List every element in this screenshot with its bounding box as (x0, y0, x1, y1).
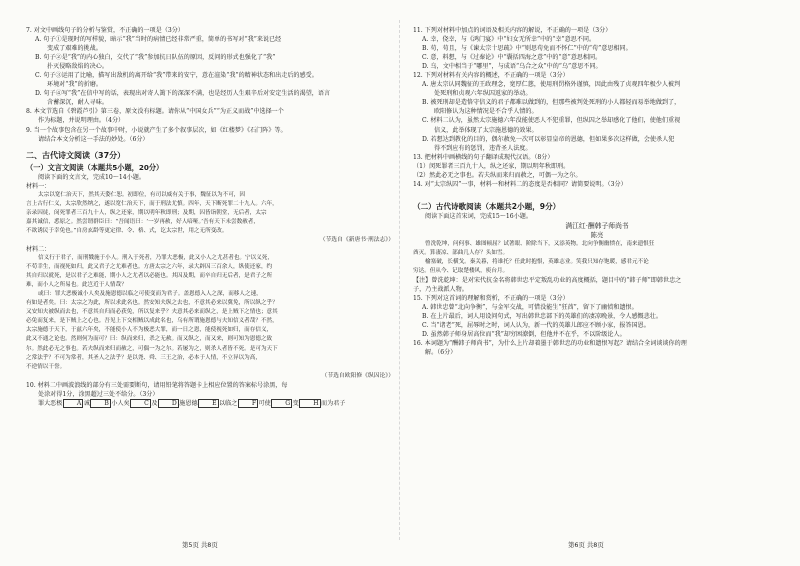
question-7 (26, 26, 394, 107)
m1-line: 嘉其诚信，悉原之。然尝谓群臣曰：“吾闻语曰：‘一岁再赦，好人喑哑。’吾有天下未尝数赦者， (26, 218, 259, 225)
question-11 (413, 26, 781, 71)
m1-line: 不欲诱民于幸免也。”自房玄龄等更定律、令、格、式，讫太宗世，用之无所变改。 (26, 227, 228, 234)
m2-line: 太宗施德于天下，于兹六年矣，不能使小人不为极恶大罪，而一日之恩，能使视死如归，而存信义， (26, 327, 273, 334)
q10-box[interactable]: F (238, 399, 258, 408)
left-page-number: 第5页 共8页 (182, 541, 218, 549)
q11-option-d: D. 乌，文中相当于“哪里”，与成语“乌合之众”中的“乌”意思不同。 (422, 63, 602, 71)
q9-line-2: 请结合本文分析这一手法的妙处。（6分） (38, 135, 149, 143)
right-page-number: 第6页 共8页 (568, 541, 604, 549)
q7-option-a: A. 句子①是现时的写样貌，暗示“我”当时的病情已经非常严重，简单的书写对“我”来说已经 (35, 36, 282, 44)
q15-option-d: D. 虽然韩子师身居高位而“我”却穷困潦倒，但他并不在乎，不以阶级论人。 (422, 331, 626, 339)
q10-segment: 以临之 (219, 399, 238, 407)
q10-segment: 罪大恶极 (38, 399, 63, 407)
q8-line-2: 作为标题，并说明理由。（4分） (38, 117, 125, 125)
q10-segment: 施恩德 (179, 399, 198, 407)
poem-line: 榆塞破，长横戈。秦关暮，将谁托？任此时抱恨，英雄志业。笑我只知存饱暖，感君元不论 (425, 258, 649, 265)
right-page (413, 26, 781, 358)
poem-line: 穷达。但从今、记取楚楼风，庾台月。 (413, 268, 509, 275)
material-2-source: （节选自欧阳修《纵囚论》） (321, 372, 394, 379)
question-8 (26, 107, 394, 125)
q12-option-b-cont: 欧阳修认为这种情况是不合乎人情的。 (434, 108, 538, 116)
m2-line: 之常法乎？不可为常者，其圣人之法乎？是以尧、舜、三王之治，必本于人情，不立异以为高， (26, 354, 261, 361)
q7-option-c: C. 句子③运用了比喻，描写出敌机的离开给“我”带来的安宁，意在渲染“我”的精神状态和出走后的感受。 (35, 72, 318, 80)
q11-option-a: A. 幸，侥幸，与《鸿门宴》中“妇女无所幸”中的“幸”意思不同。 (422, 36, 596, 44)
m2-line: 尔。然此必无之事也。若夫纵而来归而赦之，可偶一为之尔。若屡为之，则杀人者皆不死。是可为天下 (26, 345, 278, 352)
q7-option-d-cont: 含蓄深沉，耐人寻味。 (47, 99, 108, 107)
section-2-heading: 二、古代诗文阅读（37分） (26, 150, 126, 160)
q10-segment: 诚 (83, 399, 90, 407)
q7-option-b: B. 句子②是“我”的内心独白，交代了“我”参加抗日队伍的原因，反问的形式也强化了“我” (35, 54, 276, 62)
reading-instruction: 阅读下面的文言文，完成10～14小题。 (38, 173, 145, 181)
q10-line-1: 10. 材料二中画波浪线的部分有三处需要断句，请用铅笔将答题卡上相应位置的答案标号涂黑，每 (26, 381, 288, 389)
poem-title: 满江红·酬韩子师尚书 (565, 221, 629, 230)
q9-line-1: 9. 当一个故事包含在另一个故事中时，小说就产生了多个叙事层次，如《红楼梦》《石门阵》等。 (26, 126, 287, 134)
question-9 (26, 126, 394, 144)
q12-stem: 12. 下列对材料有关内容的概述，不正确的一项是（3分） (413, 72, 569, 80)
q11-stem: 11. 下列对材料中加点的词语及相关内容的解说，不正确的一项是（3分） (413, 27, 612, 34)
q15-stem: 15. 下列对这首词的理解和赏析，不正确的一项是（3分） (413, 295, 569, 303)
q10-box[interactable]: G (271, 399, 292, 408)
q10-segmentation-line (26, 399, 394, 408)
q10-segment: 而为君子 (321, 399, 346, 407)
q16-line-1: 16. 本词题为“酬韩子师尚书”，为什么上片却着墨于韩世忠的功业和遗恨写起？请结合全词谈谈你的理 (413, 340, 687, 348)
q12-option-d: D. 若想达到教化的目的，偶尔赦免一次可以彰显皇帝的恩德，但如果多次这样做，会使杀人犯 (422, 135, 675, 143)
material-1-text (26, 191, 394, 236)
question-10 (26, 381, 394, 408)
q10-segment: 及 (151, 399, 158, 407)
q13-sentence-1: （1）闵死罪者三百九十人，纵之还家，期以明年秋即刑。 (413, 162, 570, 170)
m2-line: 此又不通之论也。然则何为而可？曰：纵而来归，杀之无赦。而又纵之，而又来，则可知为恩德之致 (26, 336, 273, 343)
poem-instruction: 阅读下面这首宋词，完成15～16小题。 (425, 212, 532, 220)
q10-box[interactable]: C (130, 399, 151, 408)
subsection-1-heading: （一）文言文阅读（本题共5小题，20分） (26, 162, 164, 172)
q13-stem: 13. 把材料中画横线的句子翻译成现代汉语。（8分） (413, 153, 554, 161)
subsection-2-heading: （二）古代诗歌阅读（本题共2小题，9分） (413, 201, 561, 211)
poem-line: 曾洗乾坤，问何事、雄图顿屈？试著眼、阶除当下，又添英物。北向争衡幽愤在，南来遗恨狂 (425, 240, 655, 247)
question-14 (413, 180, 781, 189)
poem-line: 酋灭。算凄凉、部曲几人存？头如雪。 (413, 249, 509, 256)
q10-box[interactable]: H (299, 399, 320, 408)
question-16 (413, 339, 781, 357)
material-2-text (26, 254, 394, 372)
q10-line-2: 处涂对得1分，涂黑超过三处不给分。（3分） (38, 390, 159, 398)
m2-line: 信义行于君子，而刑戮施于小人。刑入于死者，乃罪大恶极，此又小人之尤甚者也。宁以义死， (38, 255, 273, 262)
material-1-label: 材料一： (26, 182, 51, 190)
left-page (26, 26, 394, 408)
m2-line: 又安知夫被纵而去也，不意其自归而必获免，所以复来乎？夫意其必来而纵之，是上贼下之情也；意其 (26, 309, 278, 316)
q13-sentence-2: （2）然此必无之事也。若夫纵而来归而赦之，可偶一为之尔。 (413, 171, 582, 179)
m1-line: 言上古行仁义，太宗欣然纳之，遂以宽仁治天下，而于刑法尤慎。四年，天下断死罪二十九人。六年， (26, 200, 278, 207)
q10-box[interactable]: D (158, 399, 179, 408)
m1-line: 亲录囚徒，闵死罪者三百九十人，纵之还家，期以明年秋即刑；及期，囚皆诣朝堂，无后者，太宗 (26, 209, 267, 216)
q10-segment: 变 (292, 399, 299, 407)
q12-option-a: A. 唐太宗认同魏征的王政理念，宽厚仁慈，使用刑罚格外谨慎，因此由残了贞观四年极少人被判 (422, 81, 681, 89)
q10-box[interactable]: B (90, 399, 110, 408)
q12-option-c: C. 材料二认为，虽然太宗施德六年没能使恶人不犯重罪，但纵囚之举却感化了他们，使他们重视 (422, 117, 681, 125)
m2-line: 必免而复来，是下贼上之心也。吾见上下交相贼以成此名也，乌有所谓施恩德与夫知信义者哉？不然， (26, 318, 278, 325)
question-15 (413, 294, 781, 339)
q7-option-a-cont: 变成了艰难的挑战。 (47, 45, 102, 53)
material-2-label: 材料二： (26, 245, 51, 253)
q12-option-a-cont: 处死刑和贞观六年纵囚返家的举动。 (434, 90, 532, 98)
poem-note: 【注】曾洗乾坤：是对宋代抗金名将韩世忠平定叛乱功业的高度概括，题目中的“韩子师”即韩世忠之 (413, 277, 682, 285)
question-13 (413, 153, 781, 180)
m1-line: 太宗以宽仁治天下，然其天姿仁恕。初即位，有司以威有关于事，魏征以为不可，因 (38, 191, 245, 198)
q15-option-a: A. 韩世忠曾“北向争衡”，与金军交战，可惜没能生“狂酋”，留下了幽愤和遗恨。 (422, 304, 638, 312)
q10-box[interactable]: E (198, 399, 218, 408)
poem-note-cont: 子，乃主战派人物。 (413, 286, 468, 294)
poem-text (413, 240, 781, 276)
page-divider (399, 20, 400, 540)
q15-option-b: B. 在上片最后，词人用设问句式，写出韩世忠部下的英雄们的凄凉晚景，令人感慨悲壮。 (422, 313, 662, 321)
q7-option-c-cont: 环境对“我”的折磨。 (47, 81, 102, 89)
m2-line: 有如是者矣。曰：太宗之为此，所以求此名也。然安知夫纵之去也，不意其必来以冀免，所以纵之乎？ (26, 300, 278, 307)
q16-line-2: 解。（6分） (425, 349, 457, 357)
q11-option-b: B. 苟，苟且，与《谏太宗十思疏》中“则思苟免而不怀仁”中的“苟”意思相同。 (422, 45, 632, 53)
m2-line: 不逆情以干誉。 (26, 363, 66, 370)
q7-option-d: D. 句子④写“我”在信中写的话，表现出对寄人篱下的深深不满，也是经历人生艰辛后对安定生活的渴望，语言 (35, 90, 331, 98)
question-12 (413, 71, 781, 152)
q10-box[interactable]: A (63, 399, 83, 408)
q7-stem: 7. 对文中画线句子的分析与鉴赏，不正确的一项是（3分） (26, 27, 184, 34)
q12-option-d-cont: 得不到应有的惩罚，违背圣人法度。 (434, 144, 532, 152)
q15-option-c: C. 当“诸老”死，屈辱时之时，词人认为，新一代的英雄儿郎应不顾小家，报答国恩。 (422, 322, 650, 330)
q8-line-1: 8. 本文节选自《碧霞芦引》第三卷，原文没有标题。请你从“中国女兵”“为正义而战”中选择一个 (26, 108, 284, 116)
q12-option-b: B. 被死刑却是造恪守信义的君子都难以做到的，但那些被判处死刑的小人都轻而易举地做到了， (422, 99, 681, 107)
q12-option-c-cont: 信义，此举体现了太宗施恩德的效果。 (434, 126, 538, 134)
q14-line: 14. 对“太宗纵囚”一事，材料一和材料二的态度是否相同？请简要说明。（3分） (413, 180, 627, 188)
m2-line: 其自归以就死，是以君子之难能，期小人之尤者以必能也。其囚及期，而卒自归无后者，是君子之所 (26, 273, 273, 280)
poem-author: 陈亮 (590, 230, 604, 239)
q10-segment: 小人矣 (111, 399, 130, 407)
q11-option-c: C. 意，料想，与《过秦论》中“囊括四海之意”中的“意”意思相同。 (422, 54, 602, 62)
m2-line: 难，而小人之所易也。此岂近于人情哉？ (26, 282, 127, 289)
material-1-source: （节选自《新唐书·刑法志》） (319, 236, 394, 243)
q7-option-b-cont: 扑灭侵略敌焰的决心。 (47, 63, 108, 71)
m2-line-wavy: 或曰：罪大恶极诚小人矣及施恩德以临之可使变而为君子。盖恩德入人之深，而移人之速， (38, 291, 262, 298)
m2-line: 不苟幸生，而视死如归，此又君子之尤难者也。方唐太宗之六年，录大辟囚三百余人，纵使还家，约 (26, 264, 273, 271)
q10-segment: 可使 (258, 399, 271, 407)
